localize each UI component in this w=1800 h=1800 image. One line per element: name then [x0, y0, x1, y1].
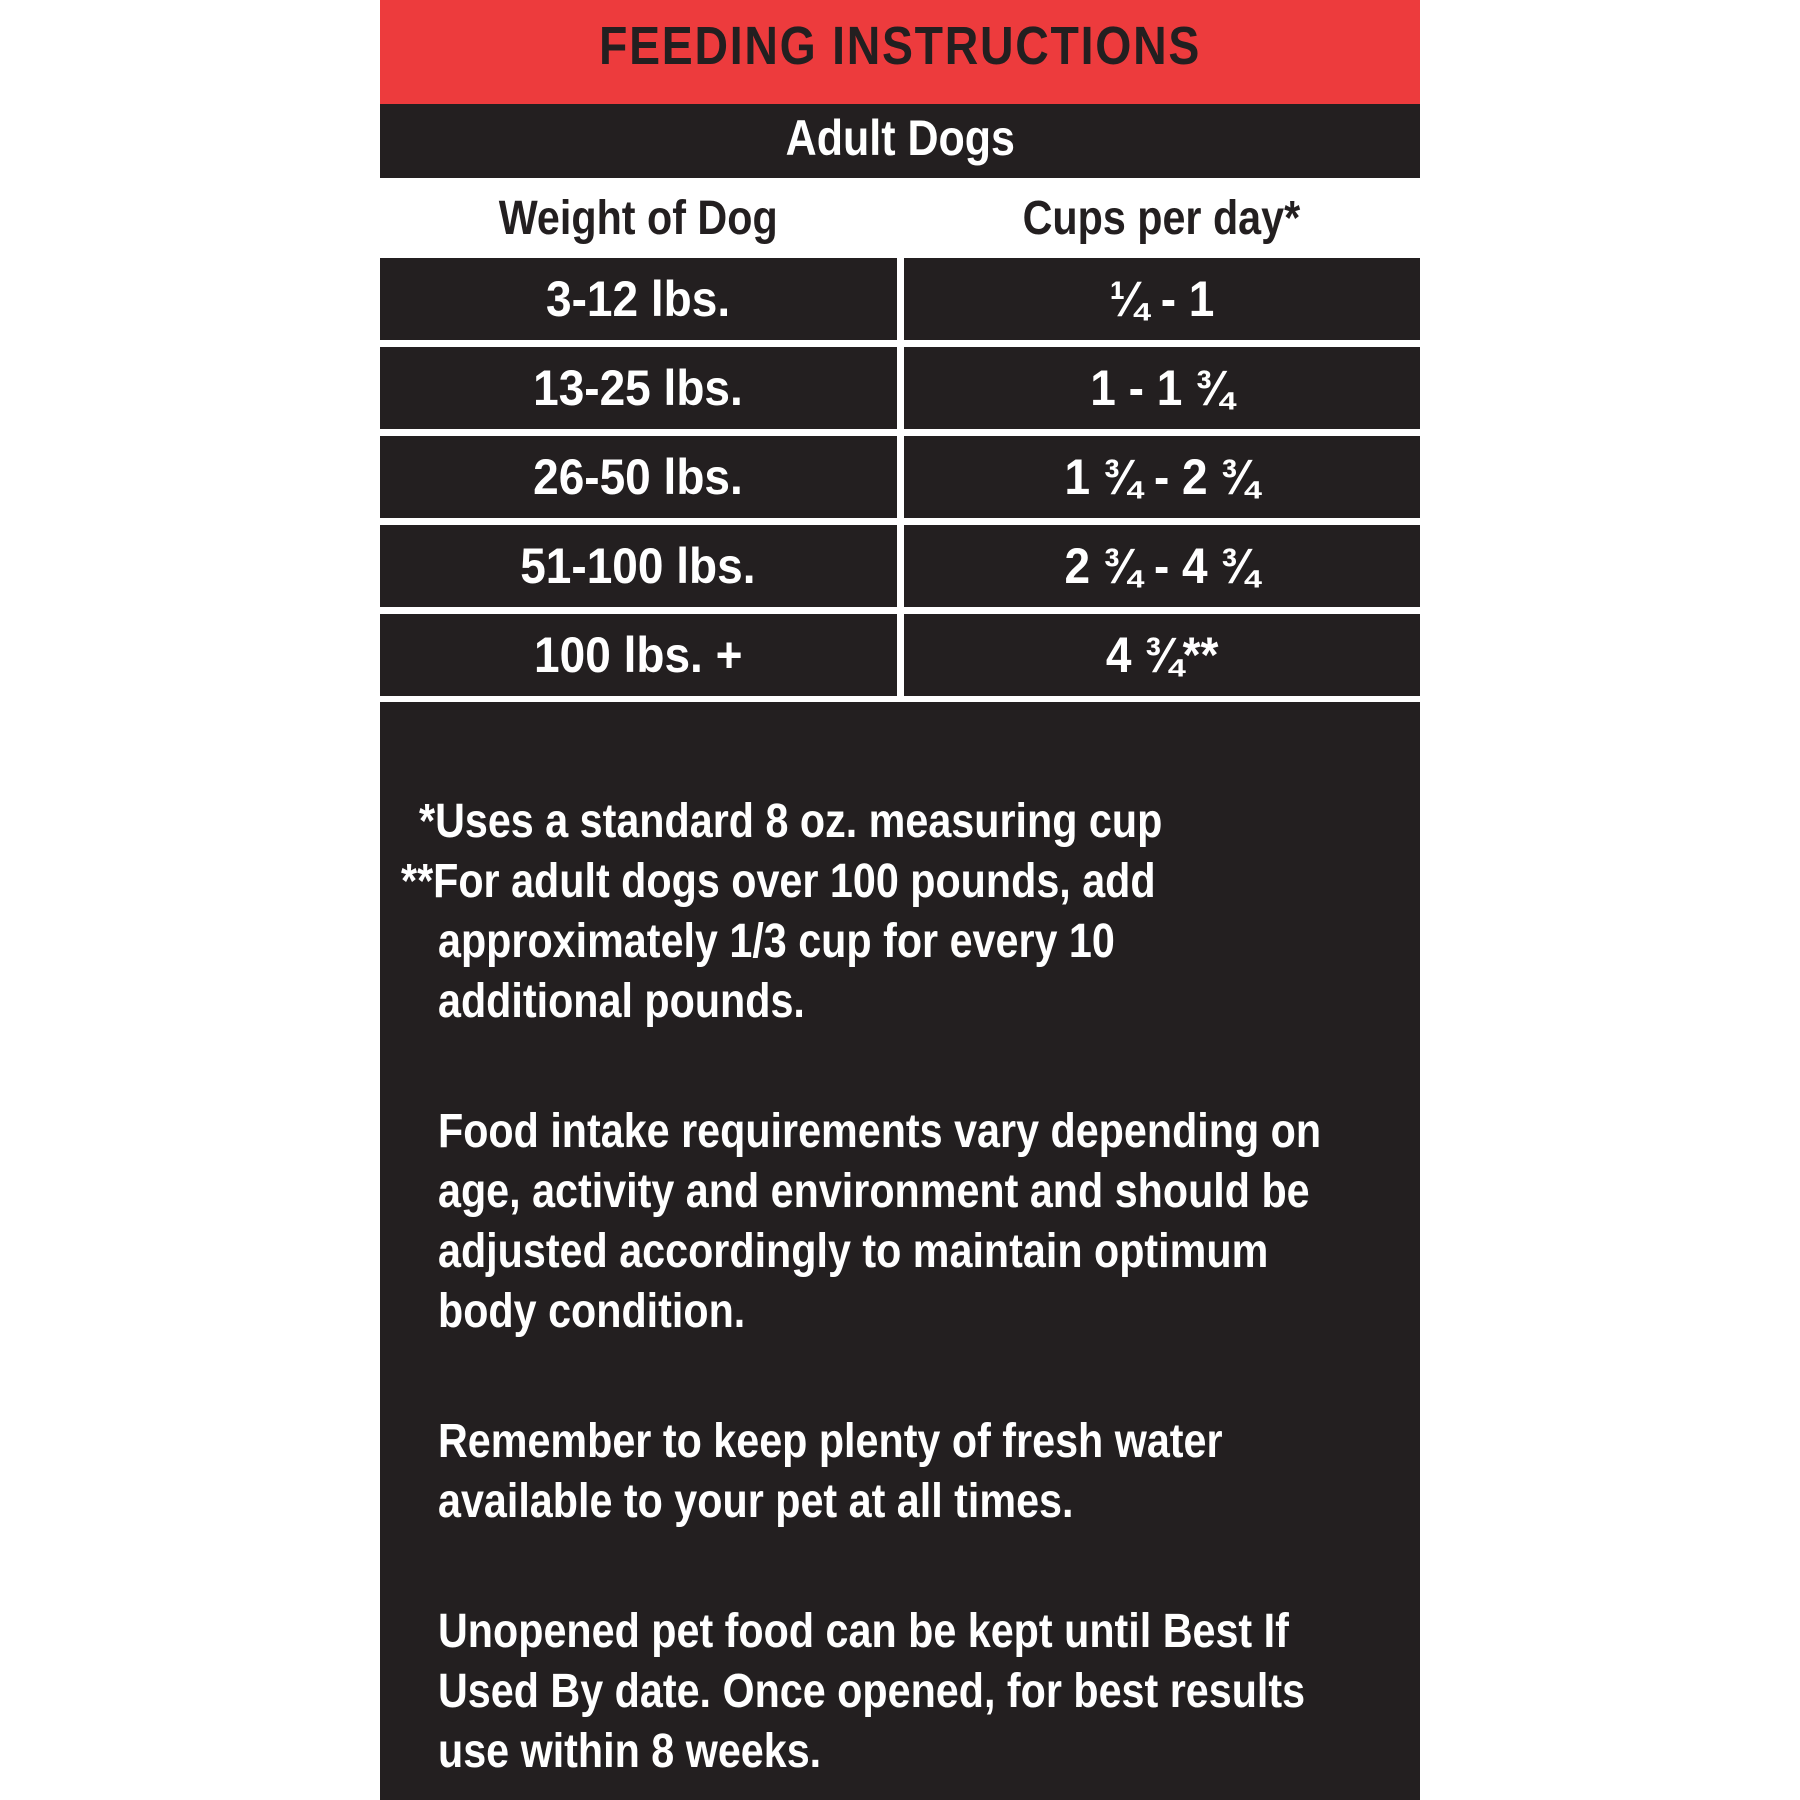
cups-value: 1 ¾ - 2 ¾	[1064, 449, 1259, 505]
note-line	[419, 792, 1380, 852]
feeding-instructions-label	[380, 0, 1420, 1800]
weight-value: 100 lbs. +	[534, 627, 743, 683]
cups-cell	[904, 258, 1421, 340]
feeding-table	[380, 258, 1420, 696]
note-line	[438, 972, 1380, 1032]
notes-panel	[380, 702, 1420, 1800]
column-header-weight-label: Weight of Dog	[498, 191, 778, 245]
note-text: Unopened pet food can be kept until Best If	[438, 1605, 1289, 1658]
note-text: *Uses a standard 8 oz. measuring cup	[419, 795, 1163, 848]
note-text: approximately 1/3 cup for every 10	[438, 915, 1115, 968]
weight-cell	[380, 614, 897, 696]
note-text: age, activity and environment and should be	[438, 1165, 1310, 1218]
weight-value: 26-50 lbs.	[533, 449, 744, 505]
note-line	[438, 1662, 1380, 1722]
table-row	[380, 347, 1420, 429]
note-text: available to your pet at all times.	[438, 1475, 1074, 1528]
note-line	[438, 1102, 1380, 1162]
cups-value: 2 ¾ - 4 ¾	[1064, 538, 1259, 594]
note-line	[438, 1722, 1380, 1782]
cups-cell	[904, 614, 1421, 696]
red-header-bar	[380, 0, 1420, 104]
note-text: use within 8 weeks.	[438, 1725, 822, 1778]
weight-value: 3-12 lbs.	[546, 271, 731, 327]
cups-value: 1 - 1 ¾	[1090, 360, 1234, 416]
weight-cell	[380, 525, 897, 607]
weight-value: 13-25 lbs.	[533, 360, 744, 416]
cups-value: ¼ - 1	[1109, 271, 1215, 327]
note-line	[438, 912, 1380, 972]
note-text: Food intake requirements vary depending on	[438, 1105, 1322, 1158]
note-line	[401, 852, 1380, 912]
table-row	[380, 525, 1420, 607]
note-text: Used By date. Once opened, for best results	[438, 1665, 1306, 1718]
cups-cell	[904, 347, 1421, 429]
cups-cell	[904, 436, 1421, 518]
feeding-instructions-title: FEEDING INSTRUCTIONS	[598, 16, 1202, 76]
table-row	[380, 436, 1420, 518]
note-line	[438, 1282, 1380, 1342]
cups-cell	[904, 525, 1421, 607]
note-line	[438, 1412, 1380, 1472]
note-paragraph-fresh-water	[438, 1412, 1380, 1532]
column-header-cups	[904, 178, 1421, 258]
adult-dogs-section-bar	[380, 104, 1420, 178]
note-line	[438, 1602, 1380, 1662]
note-text: body condition.	[438, 1285, 746, 1338]
weight-cell	[380, 436, 897, 518]
table-row	[380, 258, 1420, 340]
note-line	[438, 1472, 1380, 1532]
note-paragraph-storage	[438, 1602, 1380, 1782]
note-line	[438, 1162, 1380, 1222]
weight-value: 51-100 lbs.	[520, 538, 756, 594]
table-row	[380, 614, 1420, 696]
note-line	[438, 1222, 1380, 1282]
weight-cell	[380, 347, 897, 429]
note-text: adjusted accordingly to maintain optimum	[438, 1225, 1269, 1278]
column-header-weight	[380, 178, 897, 258]
note-text: Remember to keep plenty of fresh water	[438, 1415, 1223, 1468]
note-text: **For adult dogs over 100 pounds, add	[401, 855, 1156, 908]
adult-dogs-section-title: Adult Dogs	[785, 110, 1015, 166]
table-column-headers	[380, 178, 1420, 258]
note-paragraph-measuring-cup	[401, 792, 1380, 1032]
weight-cell	[380, 258, 897, 340]
column-header-cups-label: Cups per day*	[1022, 191, 1301, 245]
cups-value: 4 ¾**	[1105, 627, 1219, 683]
note-paragraph-food-intake	[438, 1102, 1380, 1342]
note-text: additional pounds.	[438, 975, 805, 1028]
